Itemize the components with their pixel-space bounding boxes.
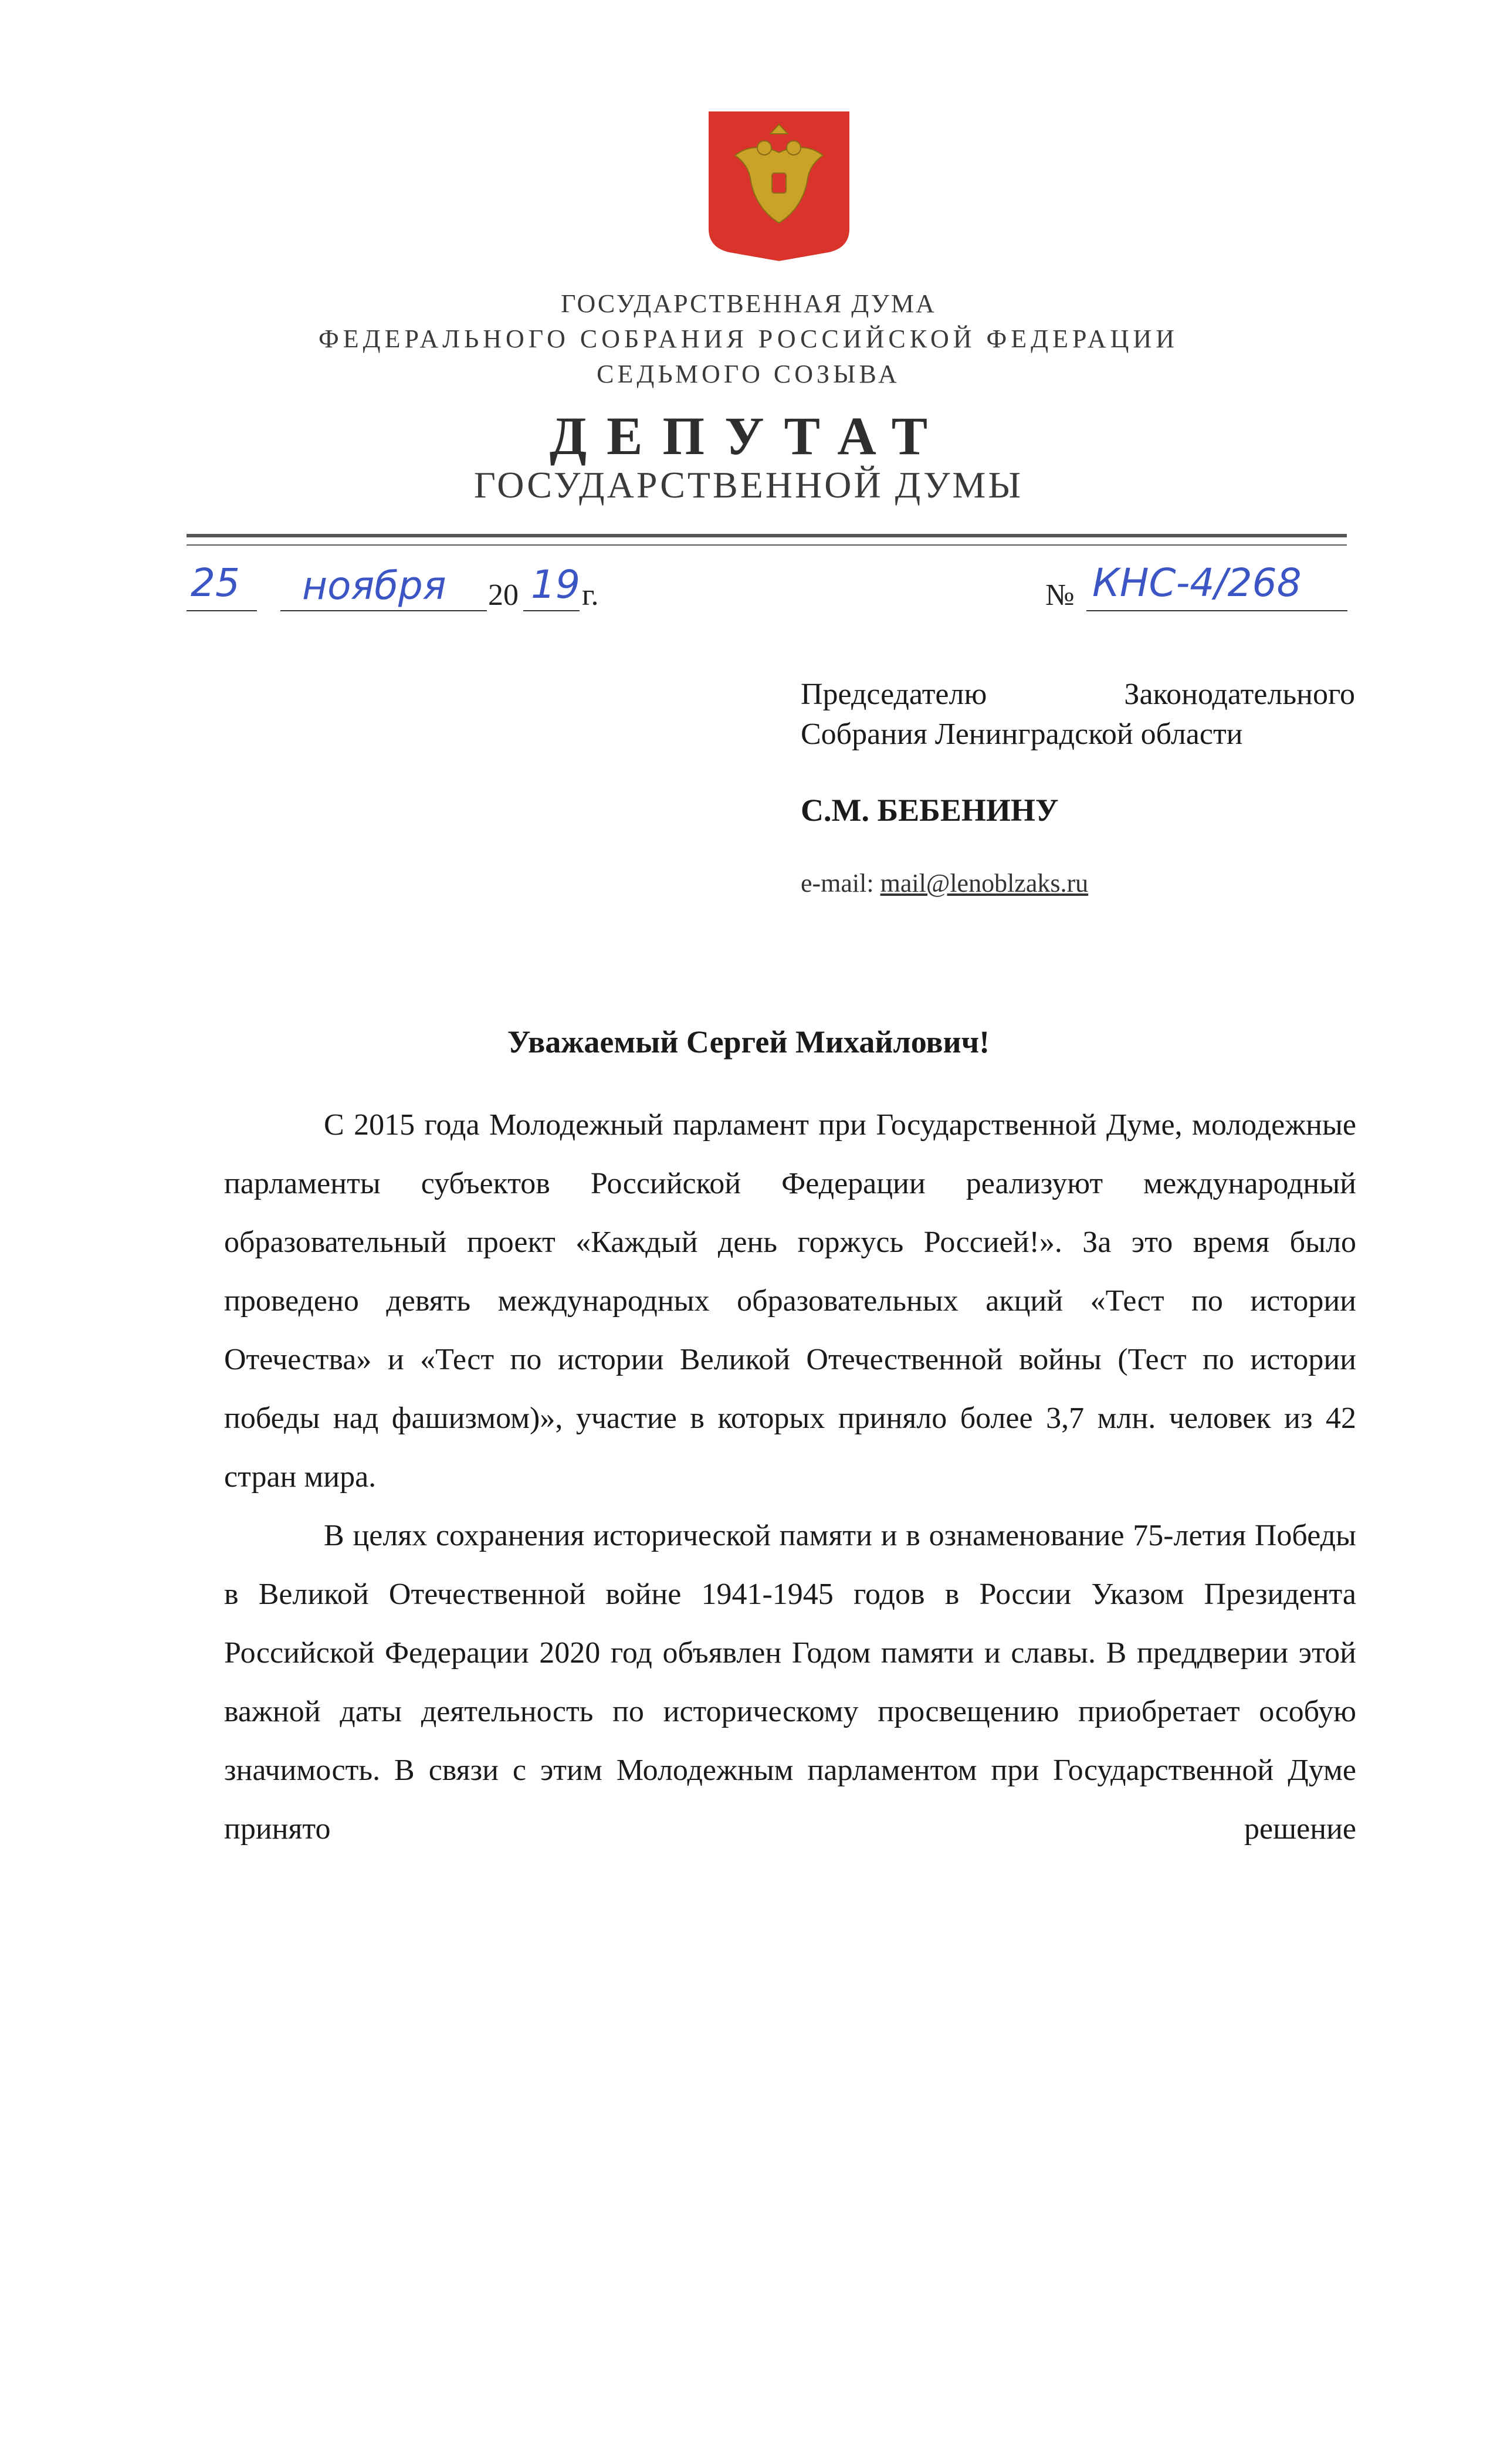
reference-number-handwritten: КНС-4/268 <box>1092 560 1302 605</box>
number-sign: № <box>1045 578 1075 612</box>
addressee-name: С.М. БЕБЕНИНУ <box>801 793 1059 828</box>
header-divider-thick <box>187 534 1347 537</box>
date-year-underline <box>523 610 580 611</box>
addressee-position-word1: Председателю <box>801 678 987 711</box>
letter-paragraph-2: В целях сохранения исторической памяти и в ознаменование 75-летия Победы в Великой Отечественной войне 1941-1945 годов в России Указом Президента Российской Федерации 2020 год объявлен Годом памяти и славы. В преддверии этой важной даты деятельность по историческому просвещению приобретает особую значимость. В связи с этим Молодежным парламентом при Государственной Думе принято решение <box>224 1519 1356 1846</box>
email-label: e-mail: <box>801 869 874 898</box>
addressee-position-word2: Законодательного <box>1124 678 1355 711</box>
header-divider-thin <box>187 544 1347 546</box>
date-month-handwritten: ноября <box>302 563 446 608</box>
email-link[interactable]: mail@lenoblzaks.ru <box>880 869 1089 898</box>
addressee-position-line2: Собрания Ленинградской области <box>801 717 1243 751</box>
header-duma-line: ГОСУДАРСТВЕННАЯ ДУМА <box>561 289 936 318</box>
header-convocation-line: СЕДЬМОГО СОЗЫВА <box>597 360 900 388</box>
date-day-underline <box>187 610 257 611</box>
letter-greeting: Уважаемый Сергей Михайлович! <box>507 1024 990 1060</box>
addressee-block <box>801 675 1355 754</box>
letter-body <box>224 1096 1356 1859</box>
date-month-underline <box>280 610 487 611</box>
date-year-handwritten: 19 <box>531 562 580 607</box>
addressee-email-line <box>801 868 1088 898</box>
letter-paragraph-1: С 2015 года Молодежный парламент при Государственной Думе, молодежные парламенты субъектов Российской Федерации реализуют международный образовательный проект «Каждый день горжусь Россией!». За это время было проведено девять международных образовательных акций «Тест по истории Отечества» и «Тест по истории Великой Отечественной войны (Тест по истории победы над фашизмом)», участие в которых приняло более 3,7 млн. человек из 42 стран мира. <box>224 1108 1356 1494</box>
date-day-handwritten: 25 <box>191 560 240 605</box>
header-deputy-subtitle: ГОСУДАРСТВЕННОЙ ДУМЫ <box>473 464 1024 506</box>
header-deputy-title: ДЕПУТАТ <box>549 406 948 466</box>
header-federal-assembly-line: ФЕДЕРАЛЬНОГО СОБРАНИЯ РОССИЙСКОЙ ФЕДЕРАЦИИ <box>318 324 1178 353</box>
date-year-unit: г. <box>582 578 599 612</box>
date-year-prefix: 20 <box>488 578 519 612</box>
reference-number-underline <box>1086 610 1347 611</box>
russian-coat-of-arms-emblem <box>709 111 849 261</box>
